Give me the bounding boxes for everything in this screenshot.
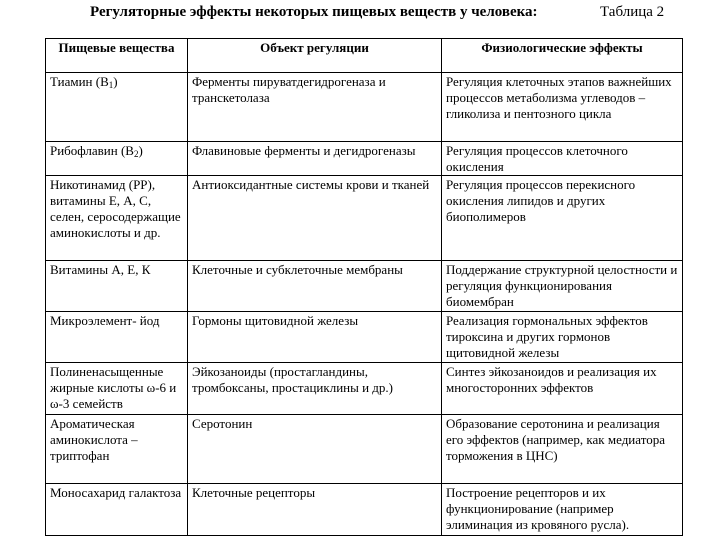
regulation-object-cell: Флавиновые ферменты и дегидрогеназы: [188, 142, 442, 176]
nutrient-text-tail: ): [113, 74, 118, 89]
effect-cell: Поддержание структурной целостности и регуляция функционирования биомембран: [442, 261, 683, 312]
table-row: [46, 363, 683, 415]
effect-cell: Регуляция клеточных этапов важнейших процессов метаболизма углеводов – гликолиза и пентозного цикла: [442, 73, 683, 142]
table-row: [46, 261, 683, 312]
table-row: [46, 73, 683, 142]
nutrient-subscript: 2: [133, 149, 139, 159]
effect-cell: Построение рецепторов и их функционирование (например элиминация из кровяного русла).: [442, 484, 683, 536]
regulation-object-cell: Гормоны щитовидной железы: [188, 312, 442, 363]
table-caption: [0, 4, 720, 24]
table-row: [46, 415, 683, 484]
header-nutrients: Пищевые вещества: [46, 39, 188, 73]
nutrient-cell: [46, 73, 188, 142]
regulation-object-cell: Антиоксидантные системы крови и тканей: [188, 176, 442, 261]
nutrient-cell: Моносахарид галактоза: [46, 484, 188, 536]
regulation-object-cell: Серотонин: [188, 415, 442, 484]
nutrient-text-tail: ): [138, 143, 143, 158]
table-row: [46, 176, 683, 261]
table-number: Таблица 2: [600, 4, 665, 20]
effect-cell: Регуляция процессов перекисного окисления липидов и других биополимеров: [442, 176, 683, 261]
nutrient-cell: Микроэлемент- йод: [46, 312, 188, 363]
nutrient-cell: [46, 142, 188, 176]
table-header-row: [46, 39, 683, 73]
nutrient-cell: Никотинамид (РР), витамины Е, А, С, селен, серосодержащие аминокислоты и др.: [46, 176, 188, 261]
table-row: [46, 312, 683, 363]
table-row: [46, 484, 683, 536]
effect-cell: Синтез эйкозаноидов и реализация их многосторонних эффектов: [442, 363, 683, 415]
header-physiological-effects: Физиологические эффекты: [442, 39, 683, 73]
effect-cell: Регуляция процессов клеточного окисления: [442, 142, 683, 176]
effect-cell: Реализация гормональных эффектов тироксина и других гормонов щитовидной железы: [442, 312, 683, 363]
nutrient-cell: Полиненасыщенные жирные кислоты ω-6 и ω-3 семейств: [46, 363, 188, 415]
nutrient-cell: Витамины А, Е, К: [46, 261, 188, 312]
table-title: Регуляторные эффекты некоторых пищевых веществ у человека:: [90, 4, 538, 20]
regulatory-effects-table: [45, 38, 683, 536]
nutrient-subscript: 1: [108, 80, 114, 90]
table-row: [46, 142, 683, 176]
header-regulation-object: Объект регуляции: [188, 39, 442, 73]
nutrient-cell: Ароматическая аминокислота – триптофан: [46, 415, 188, 484]
nutrient-text: Тиамин (В: [50, 74, 109, 89]
nutrient-text: Рибофлавин (В: [50, 143, 134, 158]
effect-cell: Образование серотонина и реализация его эффектов (например, как медиатора торможения в ЦНС): [442, 415, 683, 484]
regulation-object-cell: Клеточные и субклеточные мембраны: [188, 261, 442, 312]
regulation-object-cell: Эйкозаноиды (простагландины, тромбоксаны, простациклины и др.): [188, 363, 442, 415]
regulation-object-cell: Клеточные рецепторы: [188, 484, 442, 536]
regulation-object-cell: Ферменты пируватдегидрогеназа и транскетолаза: [188, 73, 442, 142]
